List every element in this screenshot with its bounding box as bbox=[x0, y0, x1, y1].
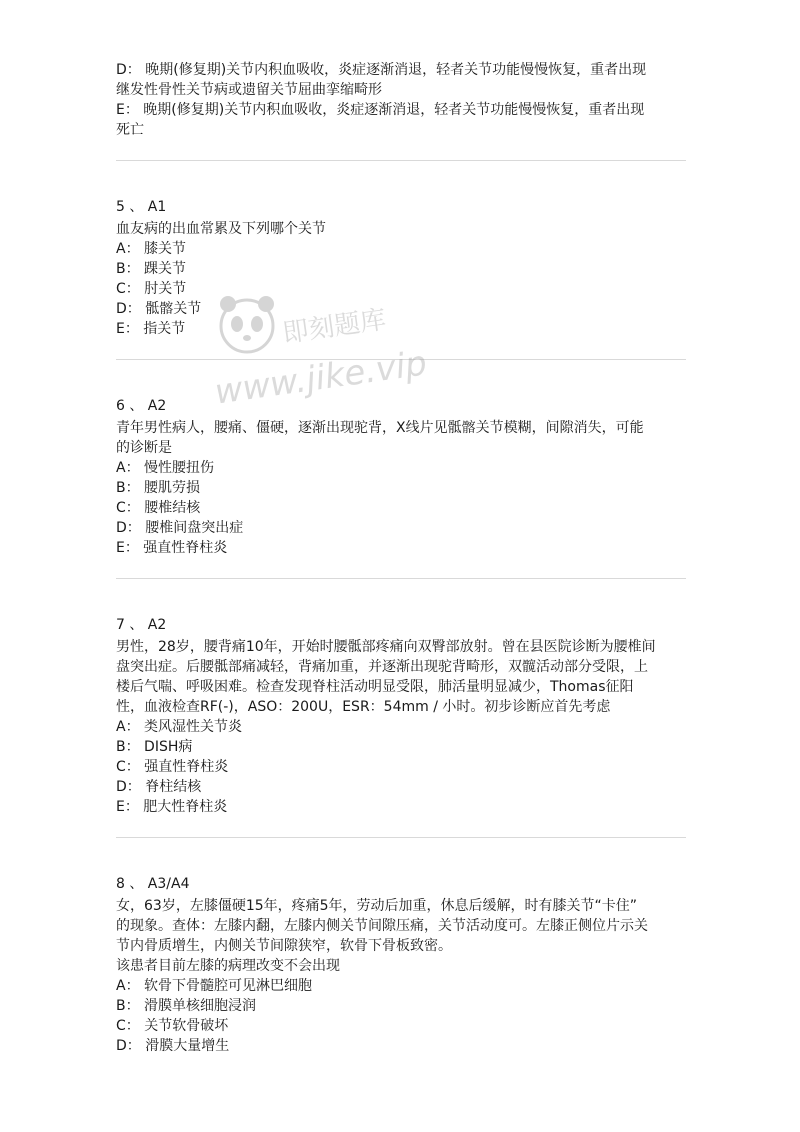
option-b[interactable]: B： 滑膜单核细胞浸润 bbox=[116, 998, 257, 1014]
question-7 bbox=[116, 615, 686, 817]
question-header: 8 、 A3/A4 bbox=[116, 876, 190, 892]
divider bbox=[116, 359, 686, 360]
option-a[interactable]: A： 类风湿性关节炎 bbox=[116, 719, 243, 735]
question-6 bbox=[116, 396, 686, 558]
option-d[interactable]: D： 滑膜大量增生 bbox=[116, 1038, 230, 1054]
option-e-line1: E： 晚期(修复期)关节内积血吸收，炎症逐渐消退，轻者关节功能慢慢恢复，重者出现 bbox=[116, 102, 645, 118]
question-header: 6 、 A2 bbox=[116, 398, 167, 414]
divider bbox=[116, 578, 686, 579]
option-b[interactable]: B： DISH病 bbox=[116, 739, 193, 755]
option-e-line2: 死亡 bbox=[116, 122, 144, 138]
question-stem-line3: 节内骨质增生，内侧关节间隙狭窄，软骨下骨板致密。 bbox=[116, 938, 452, 954]
sub-question: 该患者目前左膝的病理改变不会出现 bbox=[116, 958, 340, 974]
question-stem-line1: 青年男性病人，腰痛、僵硬，逐渐出现驼背，X线片见骶髂关节模糊，间隙消失，可能 bbox=[116, 420, 644, 436]
document-page bbox=[116, 60, 686, 1056]
option-e[interactable]: E： 强直性脊柱炎 bbox=[116, 540, 228, 556]
question-stem-line2: 的诊断是 bbox=[116, 440, 172, 456]
question-stem-line3: 楼后气喘、呼吸困难。检查发现脊柱活动明显受限，肺活量明显减少，Thomas征阳 bbox=[116, 679, 634, 695]
question-stem-line1: 男性，28岁，腰背痛10年，开始时腰骶部疼痛向双臀部放射。曾在县医院诊断为腰椎间 bbox=[116, 639, 656, 655]
question-header: 5 、 A1 bbox=[116, 199, 167, 215]
option-d[interactable]: D： 腰椎间盘突出症 bbox=[116, 520, 244, 536]
option-a[interactable]: A： 膝关节 bbox=[116, 241, 187, 257]
question-stem-line2: 的现象。查体：左膝内翻，左膝内侧关节间隙压痛，关节活动度可。左膝正侧位片示关 bbox=[116, 918, 648, 934]
question-8 bbox=[116, 874, 686, 1056]
question-stem-line4: 性，血液检查RF(-)，ASO：200U，ESR：54mm / 小时。初步诊断应首先考虑 bbox=[116, 699, 611, 715]
option-c[interactable]: C： 强直性脊柱炎 bbox=[116, 759, 229, 775]
question-stem: 血友病的出血常累及下列哪个关节 bbox=[116, 221, 326, 237]
option-c[interactable]: C： 关节软骨破坏 bbox=[116, 1018, 229, 1034]
question-header: 7 、 A2 bbox=[116, 617, 167, 633]
watermark-brand: 即刻题库 bbox=[280, 304, 388, 350]
watermark-url: www.jike.vip bbox=[212, 343, 430, 413]
question-5 bbox=[116, 197, 686, 339]
option-d-line2: 继发性骨性关节病或遗留关节屈曲挛缩畸形 bbox=[116, 82, 382, 98]
option-e[interactable]: E： 肥大性脊柱炎 bbox=[116, 799, 228, 815]
question-stem-line1: 女，63岁，左膝僵硬15年，疼痛5年，劳动后加重，休息后缓解，时有膝关节“卡住” bbox=[116, 898, 638, 914]
option-c[interactable]: C： 腰椎结核 bbox=[116, 500, 201, 516]
option-a[interactable]: A： 慢性腰扭伤 bbox=[116, 460, 215, 476]
option-b[interactable]: B： 腰肌劳损 bbox=[116, 480, 201, 496]
option-d[interactable]: D： 骶髂关节 bbox=[116, 301, 202, 317]
option-b[interactable]: B： 踝关节 bbox=[116, 261, 187, 277]
option-e[interactable]: E： 指关节 bbox=[116, 321, 186, 337]
option-a[interactable]: A： 软骨下骨髓腔可见淋巴细胞 bbox=[116, 978, 313, 994]
option-d-line1: D： 晚期(修复期)关节内积血吸收，炎症逐渐消退，轻者关节功能慢慢恢复，重者出现 bbox=[116, 62, 647, 78]
option-d[interactable]: D： 脊柱结核 bbox=[116, 779, 202, 795]
divider bbox=[116, 160, 686, 161]
option-c[interactable]: C： 肘关节 bbox=[116, 281, 187, 297]
divider bbox=[116, 837, 686, 838]
question-stem-line2: 盘突出症。后腰骶部痛减轻，背痛加重，并逐渐出现驼背畸形，双髋活动部分受限，上 bbox=[116, 659, 648, 675]
prev-question-options bbox=[116, 60, 686, 140]
